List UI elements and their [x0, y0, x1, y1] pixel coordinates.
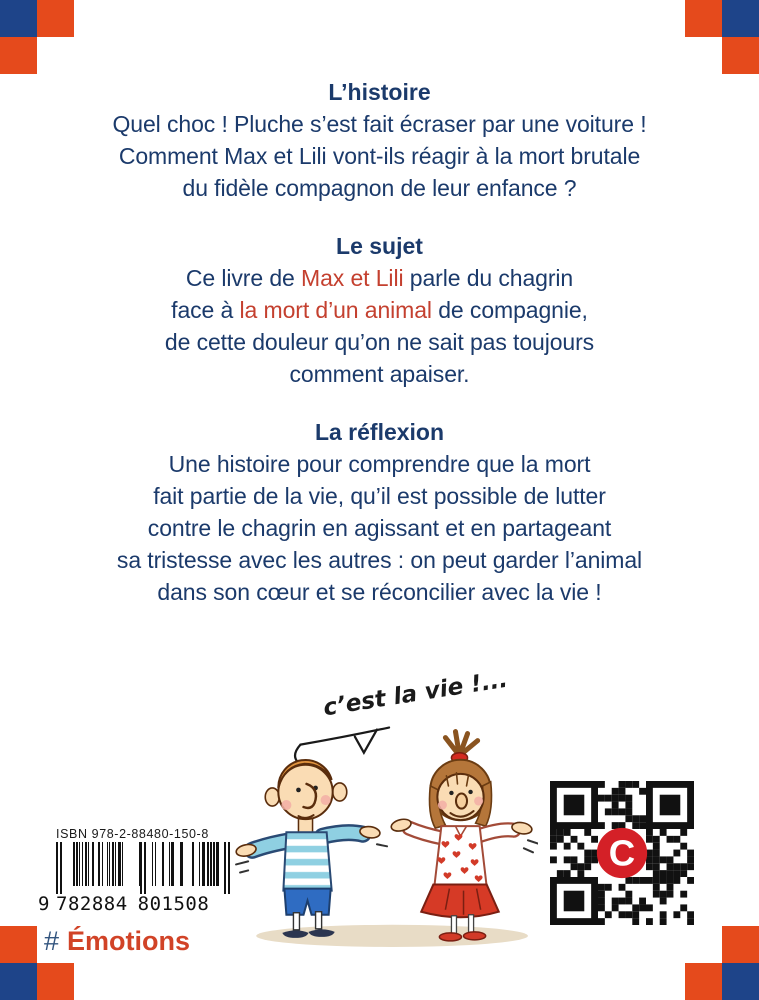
isbn-label: ISBN 978-2-88480-150-8 [56, 827, 209, 841]
barcode-block [38, 827, 242, 915]
caption-text: c’est la vie !... [321, 666, 510, 722]
hashtag-word: Émotions [67, 926, 191, 956]
text-line: dans son cœur et se réconcilier avec la vie ! [157, 579, 602, 605]
text-line: fait partie de la vie, qu’il est possible de lutter [153, 483, 606, 509]
section-heading: L’histoire [328, 79, 431, 105]
max-ear [333, 783, 347, 801]
hash-mark: # [44, 926, 60, 956]
barcode-bars [56, 842, 234, 894]
section-heading: La réflexion [314, 419, 445, 445]
lili-shoe [464, 932, 486, 940]
collection-hashtag [44, 926, 190, 957]
corner-square-orange [722, 37, 759, 74]
corner-square-orange [685, 0, 722, 37]
qr-code [550, 781, 694, 925]
corner-square-orange [722, 926, 759, 963]
ean-group-right: 801508 [137, 893, 210, 915]
corner-square-orange [37, 0, 74, 37]
text-line: de cette douleur qu’on ne sait pas toujours [164, 329, 595, 355]
corner-square-orange [37, 963, 74, 1000]
section-lines [0, 262, 759, 390]
text-line: comment apaiser. [289, 361, 470, 387]
lili-nose [456, 793, 467, 808]
corner-square-blue [722, 963, 759, 1000]
corner-square-orange [0, 926, 37, 963]
text-line: du fidèle compagnon de leur enfance ? [182, 175, 577, 201]
text-line: Ce livre de Max et Lili parle du chagrin [185, 265, 574, 291]
text-line: sa tristesse avec les autres : on peut garder l’animal [116, 547, 643, 573]
text-line: face à la mort d’un animal de compagnie, [171, 297, 588, 323]
caption-group [295, 667, 510, 762]
max-figure [235, 760, 387, 938]
max-ear [265, 788, 279, 806]
ean-group-left: 782884 [56, 893, 128, 915]
max-shorts [284, 889, 330, 915]
text-line: Comment Max et Lili vont-ils réagir à la mort brutale [118, 143, 641, 169]
qr-center-letter: C [608, 832, 636, 874]
lili-shoe [439, 933, 461, 941]
lili-skirt [421, 885, 498, 918]
section-sujet [0, 230, 759, 390]
corner-square-blue [722, 0, 759, 37]
section-reflexion [0, 416, 759, 608]
section-lines [0, 448, 759, 608]
ean-digits [38, 893, 242, 915]
section-histoire [0, 76, 759, 204]
ean-first-digit: 9 [38, 893, 50, 915]
text-line: contre le chagrin en agissant et en partageant [147, 515, 612, 541]
illustration-max-lili [226, 643, 538, 955]
section-heading: Le sujet [336, 233, 423, 259]
caption-tail [295, 745, 300, 762]
corner-square-orange [685, 963, 722, 1000]
corner-square-blue [0, 0, 37, 37]
corner-square-blue [0, 963, 37, 1000]
section-lines [0, 108, 759, 204]
corner-square-orange [0, 37, 37, 74]
max-striped-sweater [283, 832, 331, 890]
blurb-text-block [0, 76, 759, 634]
text-line: Quel choc ! Pluche s’est fait écraser par une voiture ! [112, 111, 647, 137]
text-line: Une histoire pour comprendre que la mort [168, 451, 591, 477]
lili-figure [390, 732, 538, 941]
